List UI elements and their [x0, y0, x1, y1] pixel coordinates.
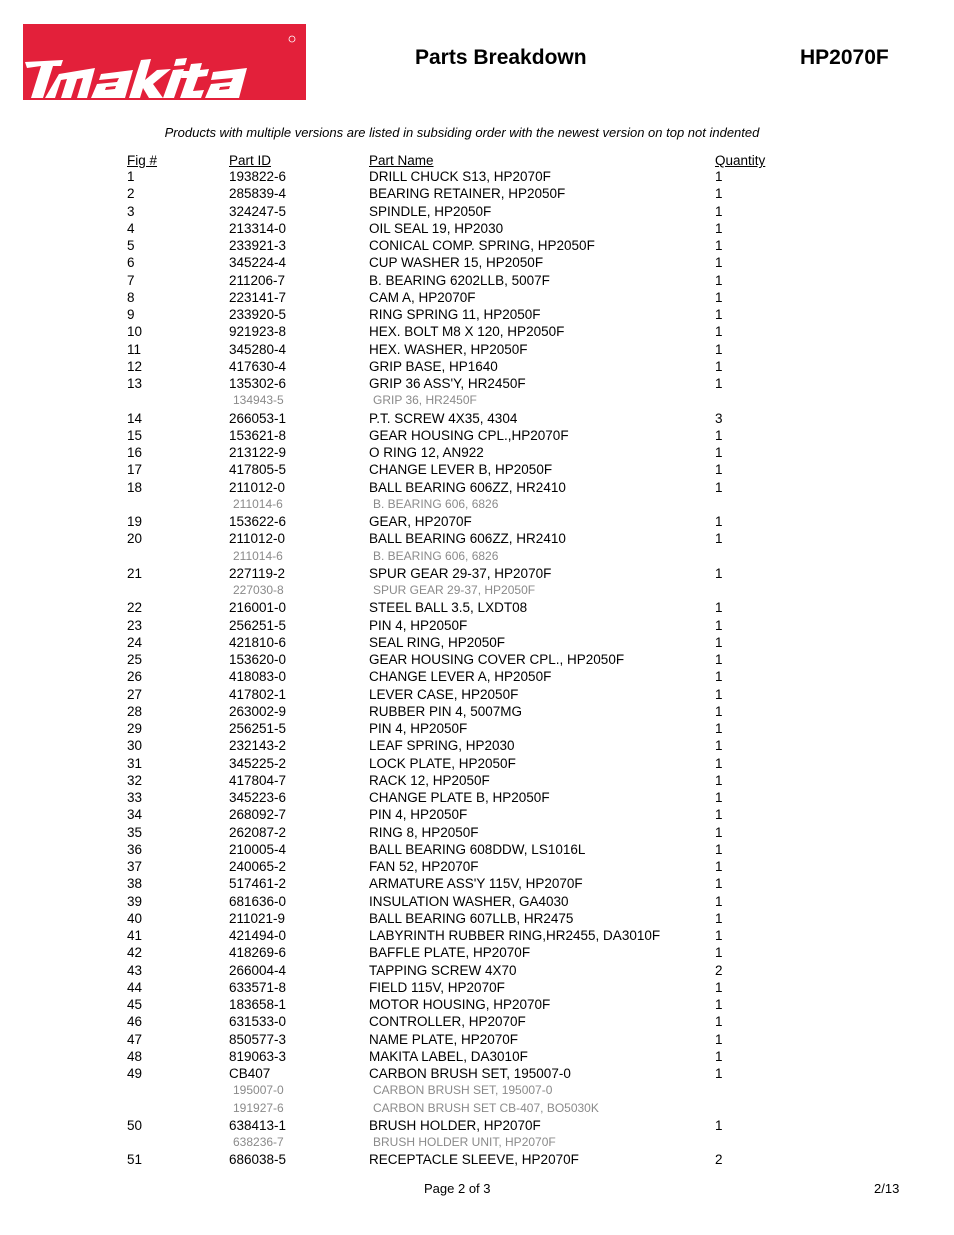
fig-cell: 4	[127, 220, 135, 236]
part-id-cell: 153622-6	[229, 514, 287, 529]
quantity-cell: 1	[715, 531, 723, 547]
fig-cell: 2	[127, 186, 135, 202]
quantity-cell: 1	[715, 289, 723, 305]
fig-cell: 47	[127, 1031, 143, 1047]
table-row	[0, 324, 954, 341]
fig-cell: 42	[127, 945, 143, 961]
part-name-cell: BAFFLE PLATE, HP2070F	[369, 945, 531, 961]
fig-cell: 10	[127, 324, 143, 340]
part-name-cell: GEAR, HP2070F	[369, 514, 472, 529]
part-name-cell: FAN 52, HP2070F	[369, 859, 479, 874]
part-id-cell: 227030-8	[233, 583, 284, 597]
part-name-cell: CHANGE LEVER A, HP2050F	[369, 669, 552, 685]
fig-cell: 29	[127, 721, 143, 736]
fig-cell: 33	[127, 790, 143, 805]
quantity-cell: 1	[715, 703, 723, 719]
fig-cell: 18	[127, 479, 143, 495]
fig-cell: 5	[127, 238, 135, 253]
part-name-cell: BALL BEARING 607LLB, HR2475	[369, 910, 574, 926]
table-row-alternate-version	[0, 549, 954, 566]
table-row-alternate-version	[0, 583, 954, 600]
part-name-cell: SPINDLE, HP2050F	[369, 203, 492, 219]
part-name-cell: BALL BEARING 608DDW, LS1016L	[369, 841, 586, 857]
table-row	[0, 290, 954, 307]
quantity-cell: 1	[715, 652, 723, 667]
table-row	[0, 669, 954, 686]
part-name-cell: PIN 4, HP2050F	[369, 617, 468, 633]
part-name-cell: CHANGE PLATE B, HP2050F	[369, 790, 550, 805]
parts-table	[0, 169, 954, 1170]
fig-cell: 32	[127, 772, 143, 788]
quantity-cell: 1	[715, 634, 723, 650]
quantity-cell: 1	[715, 979, 723, 995]
part-id-cell: 517461-2	[229, 876, 287, 892]
fig-cell: 35	[127, 824, 143, 840]
part-id-cell: 418083-0	[229, 669, 287, 685]
table-row	[0, 980, 954, 997]
column-header-part-name: Part Name	[369, 153, 434, 168]
fig-cell: 23	[127, 617, 143, 633]
fig-cell: 36	[127, 841, 143, 857]
part-id-cell: 153620-0	[229, 652, 287, 667]
part-id-cell: 266004-4	[229, 962, 287, 978]
table-row	[0, 1049, 954, 1066]
fig-cell: 21	[127, 565, 143, 581]
part-name-cell: SPUR GEAR 29-37, HP2070F	[369, 565, 552, 581]
quantity-cell: 1	[715, 255, 723, 271]
column-header-quantity: Quantity	[715, 153, 766, 168]
part-name-cell: BALL BEARING 606ZZ, HR2410	[369, 531, 566, 547]
table-row	[0, 411, 954, 428]
table-row	[0, 928, 954, 945]
quantity-cell: 3	[715, 410, 723, 426]
part-name-cell: GEAR HOUSING COVER CPL., HP2050F	[369, 652, 625, 667]
table-row-alternate-version	[0, 1135, 954, 1152]
part-id-cell: 418269-6	[229, 945, 287, 961]
part-name-cell: CARBON BRUSH SET, 195007-0	[369, 1066, 571, 1081]
part-id-cell: 421810-6	[229, 634, 287, 650]
part-id-cell: 417802-1	[229, 686, 287, 702]
part-id-cell: 686038-5	[229, 1152, 287, 1168]
part-id-cell: 211014-6	[233, 496, 283, 511]
fig-cell: 48	[127, 1048, 143, 1064]
part-id-cell: 227119-2	[229, 565, 286, 581]
part-name-cell: P.T. SCREW 4X35, 4304	[369, 410, 518, 426]
quantity-cell: 1	[715, 479, 723, 495]
part-name-cell: STEEL BALL 3.5, LXDT08	[369, 600, 528, 616]
part-id-cell: 285839-4	[229, 186, 287, 202]
table-row	[0, 859, 954, 876]
table-row	[0, 342, 954, 359]
quantity-cell: 2	[715, 1152, 723, 1168]
part-id-cell: 211014-6	[233, 548, 283, 563]
table-row	[0, 963, 954, 980]
table-row-alternate-version	[0, 1083, 954, 1100]
part-id-cell: 211021-9	[229, 910, 286, 926]
part-id-cell: 240065-2	[229, 859, 287, 874]
part-id-cell: 232143-2	[229, 738, 287, 754]
table-row	[0, 773, 954, 790]
fig-cell: 46	[127, 1014, 143, 1030]
part-name-cell: ARMATURE ASS'Y 115V, HP2070F	[369, 876, 583, 892]
part-name-cell: OIL SEAL 19, HP2030	[369, 220, 504, 236]
part-name-cell: O RING 12, AN922	[369, 445, 484, 460]
makita-logo-graphic	[23, 24, 306, 100]
fig-cell: 45	[127, 997, 143, 1012]
table-row	[0, 1118, 954, 1135]
quantity-cell: 2	[715, 962, 723, 978]
fig-cell: 1	[127, 169, 135, 184]
part-name-cell: SEAL RING, HP2050F	[369, 634, 506, 650]
part-id-cell: 213122-9	[229, 445, 287, 460]
part-id-cell: CB407	[229, 1066, 271, 1081]
fig-cell: 43	[127, 962, 143, 978]
fig-cell: 22	[127, 600, 143, 616]
part-id-cell: 193822-6	[229, 169, 287, 184]
quantity-cell: 1	[715, 824, 723, 840]
part-id-cell: 681636-0	[229, 893, 287, 909]
table-row	[0, 238, 954, 255]
part-name-cell: B. BEARING 606, 6826	[373, 496, 499, 511]
part-name-cell: CHANGE LEVER B, HP2050F	[369, 462, 553, 478]
table-row	[0, 1014, 954, 1031]
part-id-cell: 223141-7	[229, 289, 287, 305]
part-id-cell: 216001-0	[229, 600, 287, 616]
fig-cell: 8	[127, 289, 135, 305]
page-number: Page 2 of 3	[424, 1181, 491, 1196]
part-id-cell: 213314-0	[229, 220, 287, 236]
part-name-cell: RING SPRING 11, HP2050F	[369, 307, 541, 322]
quantity-cell: 1	[715, 755, 723, 771]
part-name-cell: PIN 4, HP2050F	[369, 807, 468, 823]
table-row	[0, 359, 954, 376]
table-row	[0, 1066, 954, 1083]
table-row	[0, 825, 954, 842]
table-row	[0, 480, 954, 497]
part-id-cell: 633571-8	[229, 979, 287, 995]
part-id-cell: 211012-0	[229, 531, 286, 547]
part-name-cell: MOTOR HOUSING, HP2070F	[369, 997, 551, 1012]
part-id-cell: 153621-8	[229, 427, 287, 443]
quantity-cell: 1	[715, 1066, 723, 1081]
quantity-cell: 1	[715, 462, 723, 478]
fig-cell: 25	[127, 652, 143, 667]
part-name-cell: LEAF SPRING, HP2030	[369, 738, 515, 754]
part-name-cell: MAKITA LABEL, DA3010F	[369, 1048, 528, 1064]
table-row	[0, 618, 954, 635]
table-row	[0, 462, 954, 479]
table-row	[0, 997, 954, 1014]
fig-cell: 41	[127, 928, 143, 943]
fig-cell: 20	[127, 531, 143, 547]
part-id-cell: 256251-5	[229, 617, 287, 633]
column-header-part-id: Part ID	[229, 153, 272, 168]
quantity-cell: 1	[715, 272, 723, 288]
part-name-cell: CARBON BRUSH SET CB-407, BO5030K	[373, 1100, 599, 1115]
quantity-cell: 1	[715, 669, 723, 685]
table-row	[0, 704, 954, 721]
part-name-cell: CAM A, HP2070F	[369, 289, 476, 305]
part-id-cell: 195007-0	[233, 1083, 284, 1098]
quantity-cell: 1	[715, 928, 723, 943]
part-id-cell: 268092-7	[229, 807, 287, 823]
quantity-cell: 1	[715, 772, 723, 788]
part-name-cell: HEX. WASHER, HP2050F	[369, 341, 528, 357]
part-name-cell: RECEPTACLE SLEEVE, HP2070F	[369, 1152, 579, 1168]
quantity-cell: 1	[715, 807, 723, 823]
table-row	[0, 376, 954, 393]
fig-cell: 28	[127, 703, 143, 719]
part-id-cell: 345223-6	[229, 790, 287, 805]
quantity-cell: 1	[715, 1031, 723, 1047]
table-row	[0, 445, 954, 462]
fig-cell: 3	[127, 203, 135, 219]
table-row	[0, 307, 954, 324]
fig-cell: 12	[127, 358, 143, 374]
table-row	[0, 600, 954, 617]
fig-cell: 44	[127, 979, 143, 995]
table-row	[0, 945, 954, 962]
table-row	[0, 756, 954, 773]
table-row	[0, 204, 954, 221]
part-name-cell: CONTROLLER, HP2070F	[369, 1014, 526, 1030]
part-id-cell: 191927-6	[233, 1100, 284, 1115]
table-row	[0, 687, 954, 704]
table-row	[0, 894, 954, 911]
quantity-cell: 1	[715, 1117, 723, 1133]
fig-cell: 38	[127, 876, 143, 892]
part-name-cell: LOCK PLATE, HP2050F	[369, 755, 516, 771]
table-row-alternate-version	[0, 393, 954, 410]
part-id-cell: 135302-6	[229, 376, 287, 391]
part-id-cell: 134943-5	[233, 393, 284, 408]
part-id-cell: 417804-7	[229, 772, 287, 788]
fig-cell: 30	[127, 738, 143, 754]
quantity-cell: 1	[715, 514, 723, 529]
table-row	[0, 635, 954, 652]
quantity-cell: 1	[715, 427, 723, 443]
part-name-cell: BEARING RETAINER, HP2050F	[369, 186, 566, 202]
part-id-cell: 638236-7	[233, 1135, 284, 1149]
quantity-cell: 1	[715, 358, 723, 374]
part-name-cell: BRUSH HOLDER, HP2070F	[369, 1117, 541, 1133]
part-name-cell: FIELD 115V, HP2070F	[369, 979, 505, 995]
part-name-cell: GEAR HOUSING CPL.,HP2070F	[369, 427, 569, 443]
table-row	[0, 169, 954, 186]
quantity-cell: 1	[715, 203, 723, 219]
part-name-cell: CARBON BRUSH SET, 195007-0	[373, 1083, 553, 1098]
part-id-cell: 233921-3	[229, 238, 287, 253]
fig-cell: 17	[127, 462, 143, 478]
part-name-cell: LABYRINTH RUBBER RING,HR2455, DA3010F	[369, 928, 661, 943]
table-row	[0, 911, 954, 928]
quantity-cell: 1	[715, 307, 723, 322]
quantity-cell: 1	[715, 341, 723, 357]
makita-logo	[23, 24, 306, 100]
part-id-cell: 324247-5	[229, 203, 287, 219]
fig-cell: 50	[127, 1117, 143, 1133]
part-id-cell: 921923-8	[229, 324, 287, 340]
quantity-cell: 1	[715, 738, 723, 754]
part-name-cell: CUP WASHER 15, HP2050F	[369, 255, 544, 271]
table-row	[0, 273, 954, 290]
part-name-cell: INSULATION WASHER, GA4030	[369, 893, 569, 909]
fig-cell: 14	[127, 410, 143, 426]
part-id-cell: 631533-0	[229, 1014, 287, 1030]
quantity-cell: 1	[715, 876, 723, 892]
quantity-cell: 1	[715, 238, 723, 253]
table-row-alternate-version	[0, 497, 954, 514]
table-row	[0, 842, 954, 859]
part-name-cell: HEX. BOLT M8 X 120, HP2050F	[369, 324, 565, 340]
table-row	[0, 876, 954, 893]
quantity-cell: 1	[715, 790, 723, 805]
fig-cell: 15	[127, 427, 143, 443]
part-name-cell: DRILL CHUCK S13, HP2070F	[369, 169, 551, 184]
part-name-cell: RACK 12, HP2050F	[369, 772, 490, 788]
part-name-cell: GRIP BASE, HP1640	[369, 358, 498, 374]
quantity-cell: 1	[715, 600, 723, 616]
fig-cell: 40	[127, 910, 143, 926]
part-name-cell: LEVER CASE, HP2050F	[369, 686, 519, 702]
table-row	[0, 721, 954, 738]
page-title: Parts Breakdown	[415, 46, 587, 69]
quantity-cell: 1	[715, 945, 723, 961]
fig-cell: 49	[127, 1066, 143, 1081]
part-name-cell: RUBBER PIN 4, 5007MG	[369, 703, 523, 719]
part-id-cell: 417630-4	[229, 358, 287, 374]
part-name-cell: B. BEARING 6202LLB, 5007F	[369, 272, 550, 288]
part-name-cell: PIN 4, HP2050F	[369, 721, 468, 736]
part-id-cell: 345280-4	[229, 341, 287, 357]
quantity-cell: 1	[715, 1014, 723, 1030]
quantity-cell: 1	[715, 1048, 723, 1064]
quantity-cell: 1	[715, 721, 723, 736]
fig-cell: 24	[127, 634, 143, 650]
part-id-cell: 850577-3	[229, 1031, 287, 1047]
table-row	[0, 738, 954, 755]
part-id-cell: 183658-1	[229, 997, 287, 1012]
model-number: HP2070F	[800, 46, 889, 69]
fig-cell: 19	[127, 514, 143, 529]
quantity-cell: 1	[715, 220, 723, 236]
quantity-cell: 1	[715, 445, 723, 460]
part-name-cell: GRIP 36, HR2450F	[373, 393, 477, 408]
fig-cell: 39	[127, 893, 143, 909]
table-row-alternate-version	[0, 1101, 954, 1118]
page-count: 2/13	[874, 1181, 900, 1196]
table-row	[0, 428, 954, 445]
fig-cell: 16	[127, 445, 143, 460]
quantity-cell: 1	[715, 859, 723, 874]
fig-cell: 6	[127, 255, 135, 271]
quantity-cell: 1	[715, 617, 723, 633]
part-name-cell: TAPPING SCREW 4X70	[369, 962, 517, 978]
table-row	[0, 790, 954, 807]
fig-cell: 34	[127, 807, 143, 823]
part-id-cell: 233920-5	[229, 307, 287, 322]
quantity-cell: 1	[715, 686, 723, 702]
part-id-cell: 256251-5	[229, 721, 287, 736]
table-row	[0, 514, 954, 531]
fig-cell: 27	[127, 686, 143, 702]
table-row	[0, 1032, 954, 1049]
table-row	[0, 531, 954, 548]
part-id-cell: 210005-4	[229, 841, 287, 857]
part-id-cell: 417805-5	[229, 462, 287, 478]
part-id-cell: 819063-3	[229, 1048, 287, 1064]
versions-note: Products with multiple versions are listed in subsiding order with the newest version on top not indented	[164, 125, 760, 140]
part-name-cell: SPUR GEAR 29-37, HP2050F	[373, 583, 536, 597]
fig-cell: 31	[127, 755, 143, 771]
table-row	[0, 652, 954, 669]
part-name-cell: NAME PLATE, HP2070F	[369, 1031, 519, 1047]
part-id-cell: 266053-1	[229, 410, 287, 426]
fig-cell: 37	[127, 859, 143, 874]
column-header-fig: Fig #	[127, 153, 158, 168]
table-row	[0, 566, 954, 583]
part-name-cell: CONICAL COMP. SPRING, HP2050F	[369, 238, 595, 253]
quantity-cell: 1	[715, 910, 723, 926]
table-row	[0, 255, 954, 272]
quantity-cell: 1	[715, 893, 723, 909]
fig-cell: 13	[127, 376, 143, 391]
part-name-cell: BALL BEARING 606ZZ, HR2410	[369, 479, 566, 495]
quantity-cell: 1	[715, 186, 723, 202]
quantity-cell: 1	[715, 376, 723, 391]
quantity-cell: 1	[715, 565, 723, 581]
part-name-cell: BRUSH HOLDER UNIT, HP2070F	[373, 1135, 556, 1149]
fig-cell: 9	[127, 307, 135, 322]
fig-cell: 7	[127, 272, 135, 288]
quantity-cell: 1	[715, 324, 723, 340]
fig-cell: 51	[127, 1152, 143, 1168]
part-name-cell: B. BEARING 606, 6826	[373, 548, 499, 563]
table-row	[0, 1152, 954, 1169]
fig-cell: 11	[127, 341, 142, 357]
table-row	[0, 221, 954, 238]
quantity-cell: 1	[715, 169, 723, 184]
part-id-cell: 211206-7	[229, 272, 286, 288]
part-name-cell: GRIP 36 ASS'Y, HR2450F	[369, 376, 526, 391]
table-row	[0, 186, 954, 203]
part-id-cell: 263002-9	[229, 703, 287, 719]
part-id-cell: 421494-0	[229, 928, 287, 943]
quantity-cell: 1	[715, 997, 723, 1012]
part-name-cell: RING 8, HP2050F	[369, 824, 479, 840]
quantity-cell: 1	[715, 841, 723, 857]
fig-cell: 26	[127, 669, 143, 685]
part-id-cell: 211012-0	[229, 479, 286, 495]
part-id-cell: 345224-4	[229, 255, 287, 271]
part-id-cell: 345225-2	[229, 755, 287, 771]
part-id-cell: 262087-2	[229, 824, 287, 840]
table-row	[0, 807, 954, 824]
part-id-cell: 638413-1	[229, 1117, 287, 1133]
